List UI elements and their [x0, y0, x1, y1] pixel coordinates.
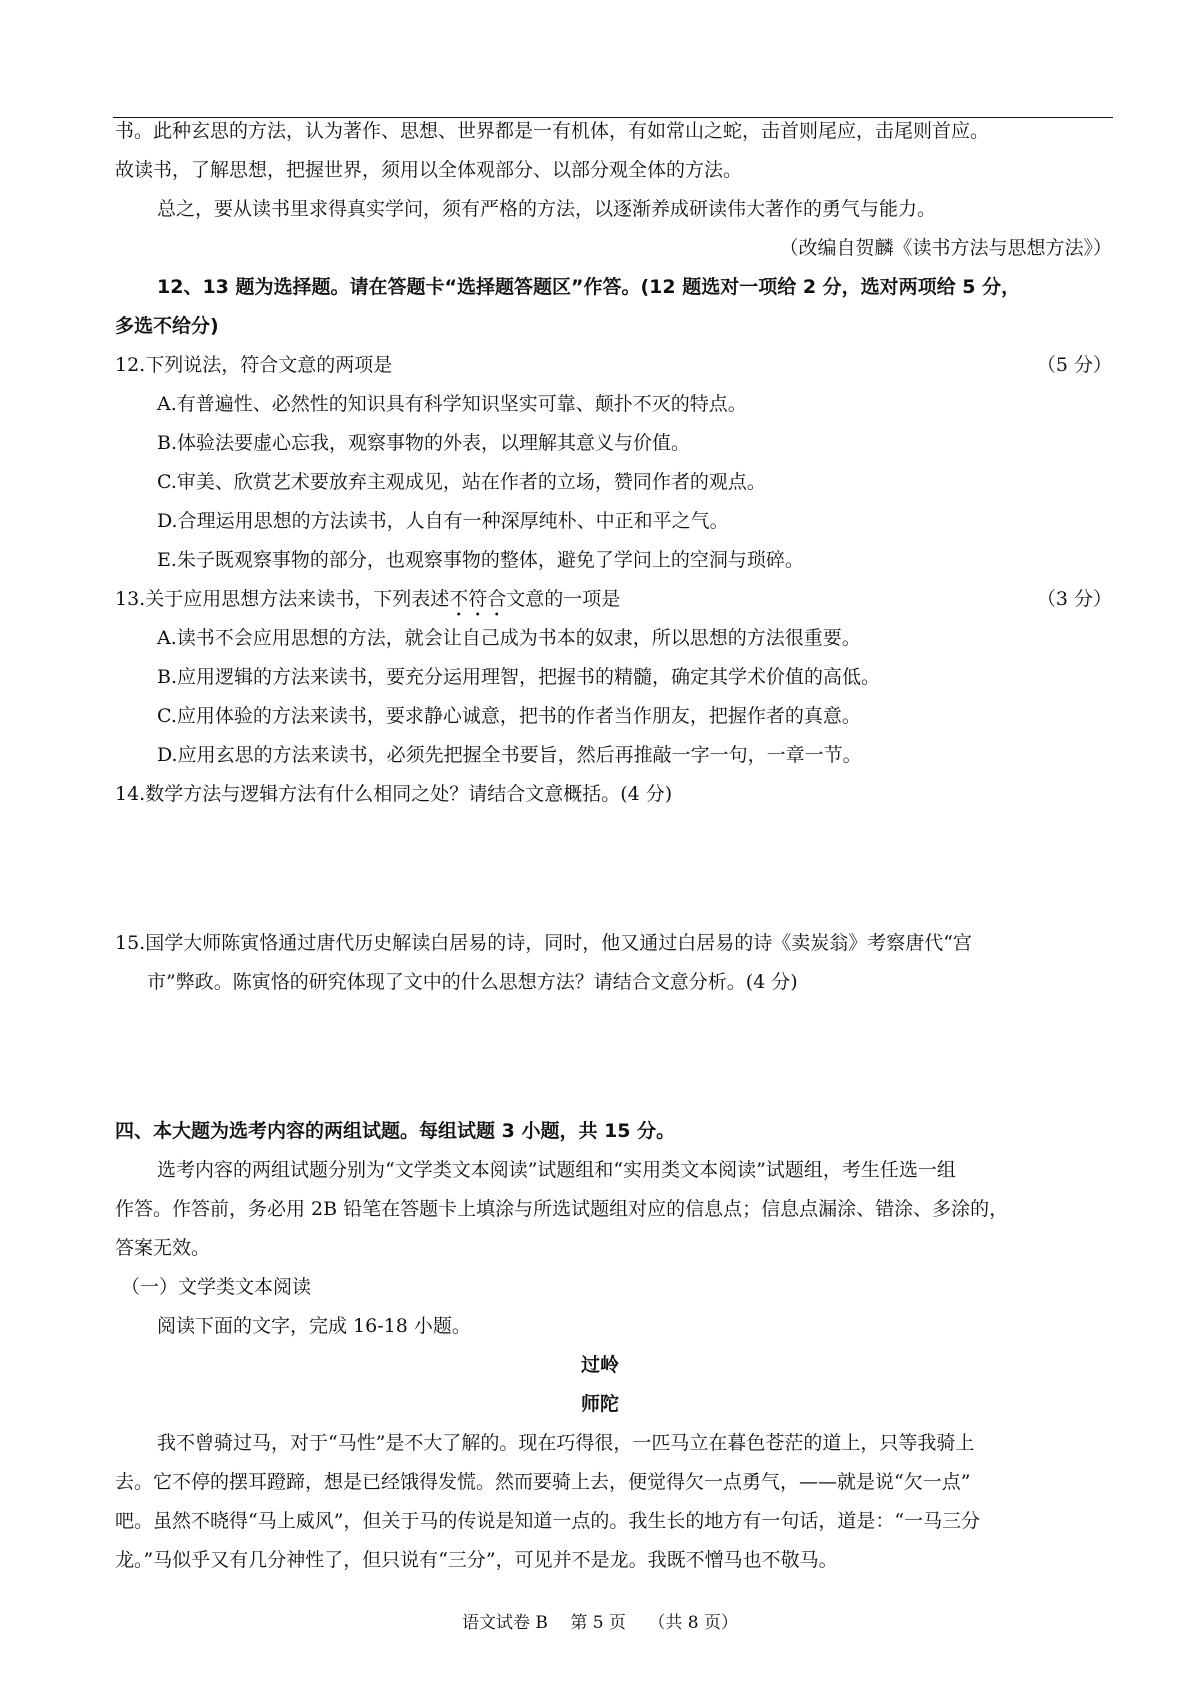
question-15: 15.国学大师陈寅恪通过唐代历史解读白居易的诗，同时，他又通过白居易的诗《卖炭翁》考察唐代“宫 — [115, 932, 972, 954]
section-4-paragraph: 作答。作答前，务必用 2B 铅笔在答题卡上填涂与所选试题组对应的信息点；信息点漏涂、错涂、多涂的， — [115, 1198, 1009, 1220]
question-15: 市”弊政。陈寅恪的研究体现了文中的什么思想方法？请结合文意分析。(4 分) — [147, 971, 798, 993]
question-13-score: （3 分） — [1036, 588, 1112, 610]
source-citation: （改编自贺麟《读书方法与思想方法》） — [779, 237, 1112, 259]
passage-line: 故读书，了解思想，把握世界，须用以全体观部分、以部分观全体的方法。 — [115, 159, 743, 181]
section-4-paragraph: 选考内容的两组试题分别为“文学类文本阅读”试题组和“实用类文本阅读”试题组，考生任选一组 — [157, 1159, 956, 1181]
question-14: 14.数学方法与逻辑方法有什么相同之处？请结合文意概括。(4 分) — [115, 783, 673, 805]
page-footer: 语文试卷 B 第 5 页 （共 8 页） — [462, 1613, 738, 1633]
question-12-stem: 12.下列说法，符合文意的两项是 — [115, 354, 393, 376]
passage-line: 总之，要从读书里求得真实学问，须有严格的方法，以逐渐养成研读伟大著作的勇气与能力。 — [157, 198, 937, 220]
option-13-a: A.读书不会应用思想的方法，就会让自己成为书本的奴隶，所以思想的方法很重要。 — [157, 627, 861, 649]
passage-line: 书。此种玄思的方法，认为著作、思想、世界都是一有机体，有如常山之蛇，击首则尾应，击尾则首应。 — [115, 120, 990, 142]
question-13-emphasis: 不符合 — [449, 588, 507, 610]
section-4-heading: 四、本大题为选考内容的两组试题。每组试题 3 小题，共 15 分。 — [115, 1120, 676, 1142]
question-12-score: （5 分） — [1036, 354, 1112, 376]
option-13-c: C.应用体验的方法来读书，要求静心诚意，把书的作者当作朋友，把握作者的真意。 — [157, 705, 861, 727]
choice-instruction: 多选不给分) — [115, 315, 219, 337]
story-line: 吧。虽然不晓得“马上威风”，但关于马的传说是知道一点的。我生长的地方有一句话，道是：“一马三分 — [115, 1510, 981, 1532]
story-line: 龙。”马似乎又有几分神性了，但只说有“三分”，可见并不是龙。我既不憎马也不敬马。 — [115, 1549, 838, 1571]
story-line: 去。它不停的摆耳蹬蹄，想是已经饿得发慌。然而要骑上去，便觉得欠一点勇气，——就是说“欠一点” — [115, 1471, 971, 1493]
section-4-paragraph: 答案无效。 — [115, 1237, 211, 1259]
question-13-stem-end: 文意的一项是 — [506, 588, 621, 610]
question-13-stem-start: 13.关于应用思想方法来读书，下列表述 — [115, 588, 450, 610]
read-instruction: 阅读下面的文字，完成 16-18 小题。 — [157, 1315, 471, 1337]
question-13-stem — [115, 586, 620, 621]
option-13-d: D.应用玄思的方法来读书，必须先把握全书要旨，然后再推敲一字一句，一章一节。 — [157, 744, 862, 766]
subsection-heading: （一）文学类文本阅读 — [121, 1276, 312, 1298]
story-author: 师陀 — [580, 1393, 619, 1415]
choice-instruction: 12、13 题为选择题。请在答题卡“选择题答题区”作答。(12 题选对一项给 2 分，选对两项给 5 分， — [157, 276, 1021, 298]
option-12-d: D.合理运用思想的方法读书，人自有一种深厚纯朴、中正和平之气。 — [157, 510, 729, 532]
story-title: 过岭 — [580, 1354, 619, 1376]
option-12-b: B.体验法要虚心忘我，观察事物的外表，以理解其意义与价值。 — [157, 432, 691, 454]
option-12-c: C.审美、欣赏艺术要放弃主观成见，站在作者的立场，赞同作者的观点。 — [157, 471, 766, 493]
story-line: 我不曾骑过马，对于“马性”是不大了解的。现在巧得很，一匹马立在暮色苍茫的道上，只等我骑上 — [157, 1432, 975, 1454]
option-12-a: A.有普遍性、必然性的知识具有科学知识坚实可靠、颠扑不灭的特点。 — [157, 393, 747, 415]
option-12-e: E.朱子既观察事物的部分，也观察事物的整体，避免了学问上的空洞与琐碎。 — [157, 549, 804, 571]
option-13-b: B.应用逻辑的方法来读书，要充分运用理智，把握书的精髓，确定其学术价值的高低。 — [157, 666, 881, 688]
